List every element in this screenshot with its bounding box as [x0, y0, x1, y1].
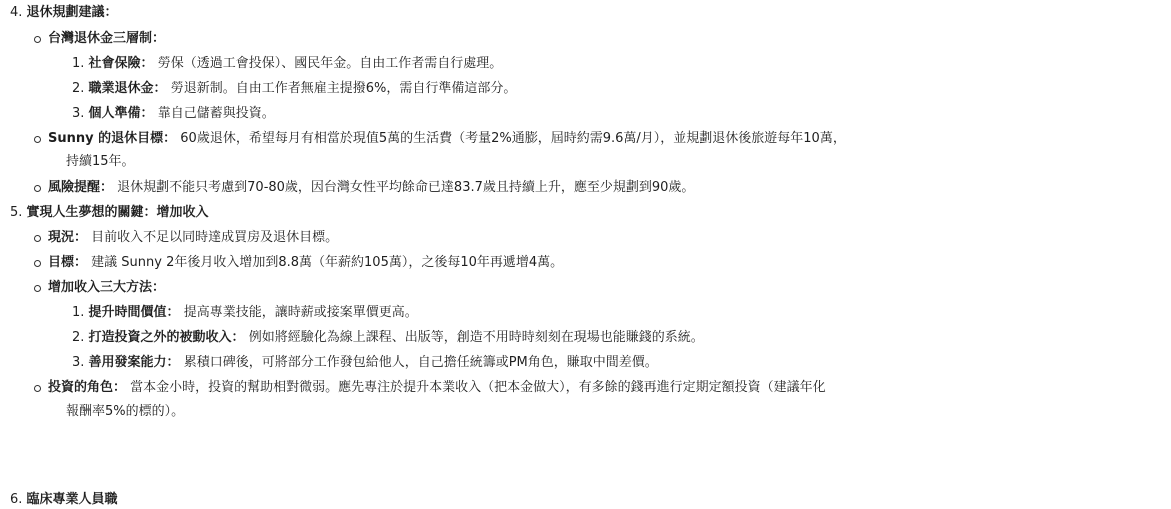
item-text: 提高專業技能，讓時薪或接案單價更高。 — [183, 305, 418, 320]
bullet-text: 退休規劃不能只考慮到70-80歲，因台灣女性平均餘命已達83.7歲且持續上升，應至少規劃到90歲。 — [117, 180, 695, 195]
section-5-heading — [10, 204, 209, 222]
bullet-icon — [34, 136, 41, 143]
bullet-goal — [10, 254, 563, 272]
bullet-label: 風險提醒： — [48, 180, 114, 195]
list-item — [10, 354, 658, 372]
bullet-icon — [34, 385, 41, 392]
section-title: 實現人生夢想的關鍵：增加收入 — [26, 205, 209, 220]
item-text: 累積口碑後，可將部分工作發包給他人，自己擔任統籌或PM角色，賺取中間差價。 — [183, 355, 658, 370]
section-title: 臨床專業人員職 — [26, 492, 118, 507]
item-label: 社會保險： — [88, 56, 154, 71]
item-label: 善用發案能力： — [88, 355, 180, 370]
bullet-text: 目前收入不足以同時達成買房及退休目標。 — [91, 230, 339, 245]
bullet-icon — [34, 36, 41, 43]
item-text: 靠自己儲蓄與投資。 — [157, 106, 275, 121]
item-label: 提升時間價值： — [88, 305, 180, 320]
list-item — [10, 304, 418, 322]
bullet-text: 建議 Sunny 2年後月收入增加到8.8萬（年薪約105萬），之後每10年再遞增4萬。 — [91, 255, 564, 270]
bullet-retirement-goal — [10, 130, 846, 148]
bullet-label: 投資的角色： — [48, 380, 127, 395]
item-number: 3. — [72, 106, 85, 121]
bullet-icon — [34, 260, 41, 267]
bullet-icon — [34, 235, 41, 242]
bullet-icon — [34, 285, 41, 292]
section-title: 退休規劃建議： — [26, 5, 118, 20]
bullet-risk-reminder — [10, 179, 694, 197]
item-text: 勞保（透過工會投保）、國民年金。自由工作者需自行處理。 — [157, 56, 503, 71]
bullet-label: 現況： — [48, 230, 88, 245]
item-number: 3. — [72, 355, 85, 370]
section-number: 6. — [10, 492, 23, 507]
bullet-icon — [34, 185, 41, 192]
bullet-text-cont: 持續15年。 — [66, 154, 135, 169]
item-number: 1. — [72, 56, 85, 71]
item-number: 1. — [72, 305, 85, 320]
list-item — [10, 329, 704, 347]
bullet-text-cont: 報酬率5%的標的）。 — [66, 404, 185, 419]
bullet-text: 當本金小時，投資的幫助相對微弱。應先專注於提升本業收入（把本金做大），有多餘的錢再進行定期定額投資（建議年化 — [130, 380, 826, 395]
bullet-label: 目標： — [48, 255, 88, 270]
list-item — [10, 105, 275, 123]
bullet-text: 60歲退休，希望每月有相當於現值5萬的生活費（考量2%通膨，屆時約需9.6萬/月），並規劃退休後旅遊每年10萬， — [180, 131, 846, 146]
bullet-label: Sunny 的退休目標： — [48, 131, 177, 146]
item-number: 2. — [72, 330, 85, 345]
section-number: 5. — [10, 205, 23, 220]
list-item — [10, 80, 516, 98]
bullet-continuation — [24, 403, 184, 421]
bullet-current-status — [10, 229, 338, 247]
bullet-pension-tiers — [10, 30, 165, 48]
item-label: 職業退休金： — [88, 81, 167, 96]
item-text: 勞退新制。自由工作者無雇主提撥6%，需自行準備這部分。 — [170, 81, 517, 96]
bullet-title: 增加收入三大方法： — [48, 280, 166, 295]
section-4-heading — [10, 4, 118, 22]
item-number: 2. — [72, 81, 85, 96]
bullet-title: 台灣退休金三層制： — [48, 31, 166, 46]
bullet-investment-role — [10, 379, 826, 397]
bullet-continuation — [24, 153, 135, 171]
item-text: 例如將經驗化為線上課程、出版等，創造不用時時刻刻在現場也能賺錢的系統。 — [248, 330, 704, 345]
bullet-income-methods — [10, 279, 165, 297]
item-label: 個人準備： — [88, 106, 154, 121]
item-label: 打造投資之外的被動收入： — [88, 330, 245, 345]
section-number: 4. — [10, 5, 23, 20]
list-item — [10, 55, 502, 73]
